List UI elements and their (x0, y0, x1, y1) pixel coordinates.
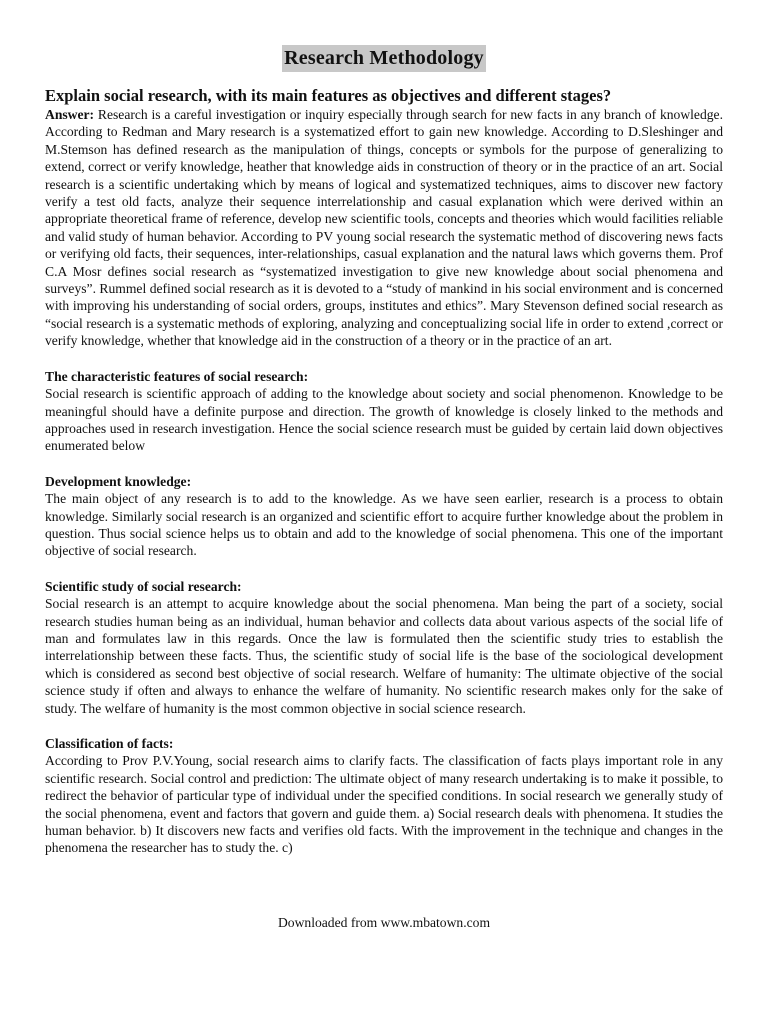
question-heading: Explain social research, with its main features as objectives and different stages? (45, 86, 612, 105)
section-heading: The characteristic features of social research: (45, 368, 309, 384)
answer-label: Answer: (45, 107, 95, 122)
title-container (45, 45, 723, 72)
section-scientific-study (45, 578, 723, 717)
section-text: According to Prov P.V.Young, social research aims to clarify facts. The classification of facts plays important role in any scientific research. Social control and prediction: The ultimate object of many research undertaking is to make it possible, to redirect the behavior of particular type of individual under the specified conditions. In social research we generally study of the social phenomena, event and factors that govern and guide them. a) Social research deals with phenomena. It studies the human behavior. b) It discovers new facts and verifies old facts. With the improvement in the technique and changes in the phenomena the researcher has to study the. c) (45, 753, 723, 856)
section-text: The main object of any research is to add to the knowledge. As we have seen earlier, research is a process to obtain knowledge. Similarly social research is an organized and scientific effort to acquire further knowledge about the problem in question. Thus social science helps us to obtain and add to the knowledge of social phenomena. This one of the important objective of social research. (45, 491, 723, 559)
answer-paragraph (45, 106, 723, 350)
section-heading: Development knowledge: (45, 473, 192, 489)
section-characteristic-features (45, 368, 723, 455)
document-title: Research Methodology (282, 45, 486, 72)
section-heading: Classification of facts: (45, 736, 174, 751)
document-page (45, 45, 723, 857)
answer-text: Research is a careful investigation or inquiry especially through search for new facts in any branch of knowledge. According to Redman and Mary research is a systematized effort to gain new knowledge. According to D.Sleshinger and M.Stemson has defined research as the manipulation of things, concepts or symbols for the purpose of generalizing to extend, correct or verify knowledge, heather that knowledge aids in construction of theory or in the practice of an art. Social research is a scientific undertaking which by means of logical and systematized techniques, aims to discover new factory verify a test old facts, analyze their sequence interrelationship and casual explanation which were derived within an appropriate theoretical frame of reference, develop new scientific tools, concepts and theories which would facilities reliable and valid study of human behavior. According to PV young social research the systematic method of discovering news facts or verifying old facts, their sequences, inter-relationships, casual explanation and the natural laws which governs them. Prof C.A Mosr defines social research as “systematized investigation to give new knowledge about social phenomena and surveys”. Rummel defined social research as it is devoted to a “study of mankind in his social environment and is concerned with improving his understanding of social orders, groups, institutes and ethics”. Mary Stevenson defined social research as “social research is a systematic methods of exploring, analyzing and conceptualizing social life in order to extend ,correct or verify knowledge, whether that knowledge aid in the construction of a theory or in the practice of an art. (45, 107, 723, 349)
download-footer: Downloaded from www.mbatown.com (277, 915, 491, 930)
section-classification-of-facts (45, 735, 723, 857)
section-development-knowledge (45, 473, 723, 560)
section-text: Social research is scientific approach of adding to the knowledge about society and social phenomenon. Knowledge to be meaningful should have a definite purpose and direction. The growth of knowledge is closely linked to the methods and approaches used in research investigation. Hence the social science research must be guided by certain laid down objectives enumerated below (45, 386, 723, 454)
section-heading: Scientific study of social research: (45, 578, 242, 594)
section-text: Social research is an attempt to acquire knowledge about the social phenomena. Man being the part of a society, social research studies human being as an individual, human behavior and collects data about various aspects of the social life of man and formulates law in this regards. Once the law is formulated then the scientific study tries to establish the interrelationship between these facts. Thus, the scientific study of social life is the base of the sociological development which is considered as second best objective of social research. Welfare of humanity: The ultimate objective of the social science study if often and always to enhance the welfare of humanity. No scientific research makes only for the sake of study. The welfare of humanity is the most common objective in social science research. (45, 596, 723, 716)
